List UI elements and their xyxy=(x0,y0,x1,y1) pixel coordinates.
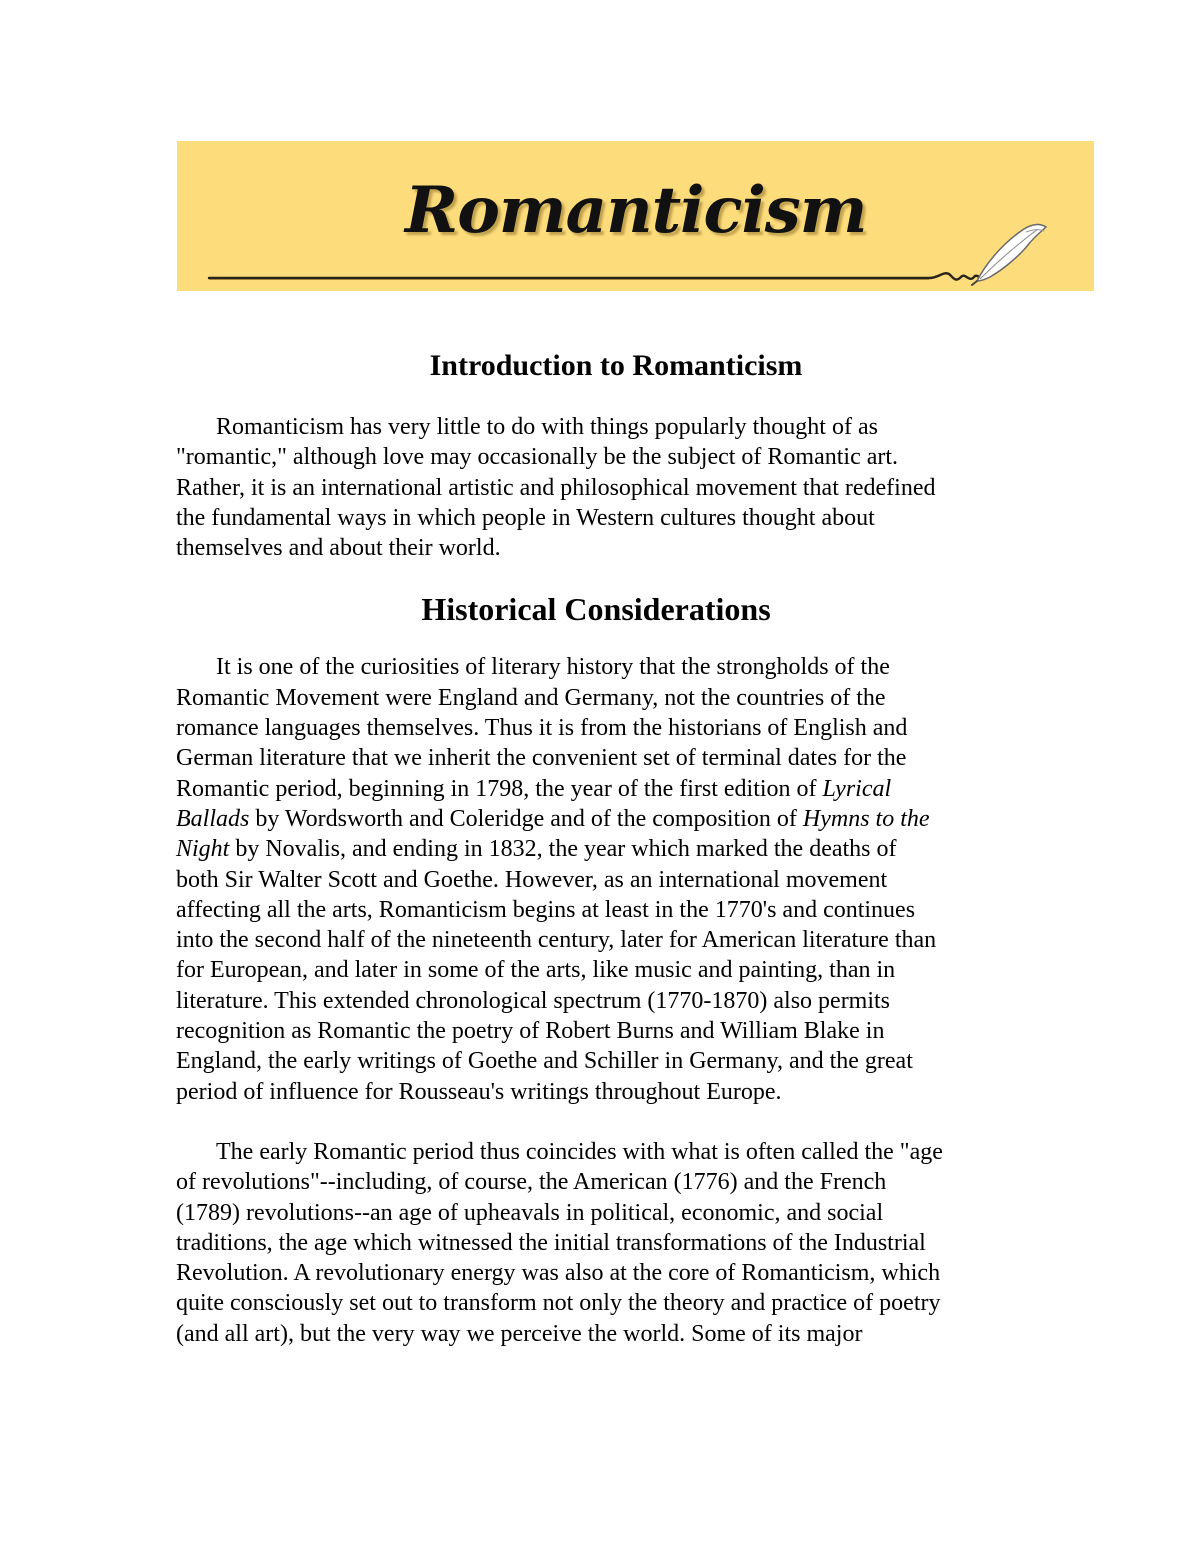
text-line: (1789) revolutions--an age of upheavals in political, economic, and social xyxy=(176,1199,884,1226)
italic-title: Hymns to the xyxy=(802,805,930,832)
text-run: by Wordsworth and Coleridge and of the composition of xyxy=(249,805,803,832)
text-line: themselves and about their world. xyxy=(176,535,501,562)
text-line: The early Romantic period thus coincides with what is often called the "age xyxy=(216,1138,943,1165)
text-line: both Sir Walter Scott and Goethe. However, as an international movement xyxy=(176,866,888,893)
text-line: Revolution. A revolutionary energy was also at the core of Romanticism, which xyxy=(176,1260,941,1287)
text-line: Romantic Movement were England and Germany, not the countries of the xyxy=(176,684,886,711)
title-banner xyxy=(177,141,1094,291)
document-body xyxy=(176,344,1036,1349)
italic-title: Ballads xyxy=(176,805,250,832)
intro-heading: Introduction to Romanticism xyxy=(429,349,803,382)
quill-pen-icon xyxy=(962,219,1052,287)
text-line: traditions, the age which witnessed the initial transformations of the Industrial xyxy=(176,1229,926,1256)
intro-paragraph xyxy=(176,412,1036,563)
text-line: of revolutions"--including, of course, the American (1776) and the French xyxy=(176,1169,887,1196)
text-run: Romantic period, beginning in 1798, the year of the first edition of xyxy=(176,775,823,802)
text-line: literature. This extended chronological spectrum (1770-1870) also permits xyxy=(176,987,891,1014)
text-line: period of influence for Rousseau's writings throughout Europe. xyxy=(176,1078,782,1105)
text-line: (and all art), but the very way we perceive the world. Some of its major xyxy=(176,1320,863,1347)
text-line: Romanticism has very little to do with things popularly thought of as xyxy=(216,414,878,440)
text-line xyxy=(136,774,1036,804)
historical-heading: Historical Considerations xyxy=(421,591,771,628)
text-line: romance languages themselves. Thus it is from the historians of English and xyxy=(176,715,908,742)
text-line: It is one of the curiosities of literary history that the strongholds of the xyxy=(216,654,890,681)
banner-title: Romanticism xyxy=(405,173,867,248)
text-line xyxy=(136,834,1036,864)
text-line: quite consciously set out to transform not only the theory and practice of poetry xyxy=(176,1290,941,1317)
italic-title: Lyrical xyxy=(822,775,892,802)
text-line xyxy=(136,804,1036,834)
text-line: "romantic," although love may occasionally be the subject of Romantic art. xyxy=(176,444,899,471)
text-line: for European, and later in some of the arts, like music and painting, than in xyxy=(176,957,896,984)
text-line: the fundamental ways in which people in Western cultures thought about xyxy=(176,504,875,531)
text-line: into the second half of the nineteenth century, later for American literature than xyxy=(176,927,937,954)
historical-paragraph-2 xyxy=(176,1137,1036,1349)
historical-paragraph-1 xyxy=(176,652,1036,1106)
text-run: by Novalis, and ending in 1832, the year which marked the deaths of xyxy=(229,836,897,863)
text-line: England, the early writings of Goethe and Schiller in Germany, and the great xyxy=(176,1048,913,1075)
italic-title: Night xyxy=(176,836,230,863)
text-line: Rather, it is an international artistic and philosophical movement that redefined xyxy=(176,474,936,501)
text-line: affecting all the arts, Romanticism begins at least in the 1770's and continues xyxy=(176,896,916,923)
text-line: recognition as Romantic the poetry of Robert Burns and William Blake in xyxy=(176,1018,885,1045)
text-line: German literature that we inherit the convenient set of terminal dates for the xyxy=(176,745,907,772)
